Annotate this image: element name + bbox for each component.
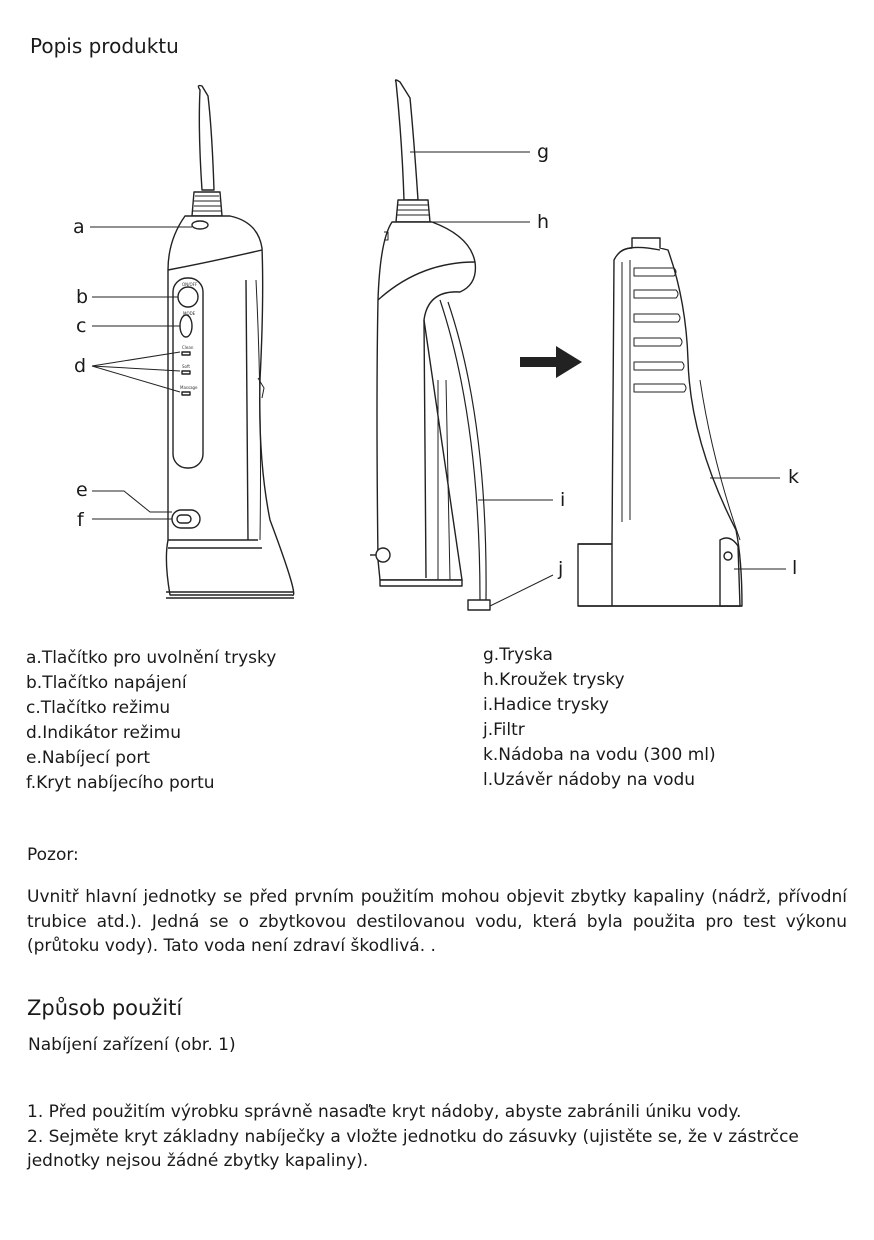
product-diagram (0, 70, 874, 630)
product-illustration (0, 70, 874, 630)
label-c: c (76, 315, 87, 337)
label-f: f (77, 509, 84, 531)
parts-list-left (26, 646, 276, 796)
step-1: 1. Před použitím výrobku správně nasaďte kryt nádoby, abyste zabránili úniku vody. (27, 1102, 742, 1122)
arrow-icon (520, 346, 582, 378)
front-view-device (166, 86, 294, 599)
label-k: k (788, 466, 800, 488)
part-item: b.Tlačítko napájení (26, 673, 187, 693)
mode-button-text: MODE (183, 311, 196, 316)
usage-steps (27, 1100, 857, 1174)
page-title: Popis produktu (30, 34, 179, 58)
label-b: b (76, 286, 89, 308)
usage-title: Způsob použití (27, 996, 183, 1020)
label-g: g (537, 141, 550, 163)
label-e: e (76, 479, 88, 501)
label-l: l (792, 557, 798, 579)
part-item: l.Uzávěr nádoby na vodu (483, 770, 696, 790)
part-item: f.Kryt nabíjecího portu (26, 773, 215, 793)
soft-indicator-text: Soft (182, 364, 190, 369)
part-item: h.Kroužek trysky (483, 670, 625, 690)
charging-subtitle: Nabíjení zařízení (obr. 1) (28, 1035, 236, 1055)
part-item: i.Hadice trysky (483, 695, 609, 715)
power-button-text: ON/OFF (182, 282, 198, 287)
label-j: j (558, 558, 564, 580)
label-a: a (73, 216, 85, 238)
clean-indicator-text: Clean (182, 345, 194, 350)
part-item: g.Tryska (483, 645, 553, 665)
label-h: h (537, 211, 550, 233)
label-i: i (560, 489, 566, 511)
warning-text: Uvnitř hlavní jednotky se před prvním použitím mohou objevit zbytky kapaliny (nádrž, přívodní trubice atd.). Jedná se o zbytkovou destilovanou vodu, která byla použita pro test výkonu (průtoku vody). Tato voda není zdraví škodlivá. . (27, 887, 847, 956)
warning-heading: Pozor: (27, 845, 79, 865)
part-item: a.Tlačítko pro uvolnění trysky (26, 648, 277, 668)
part-item: d.Indikátor režimu (26, 723, 181, 743)
side-view-device (370, 80, 490, 610)
massage-indicator-text: Massage (180, 385, 198, 390)
part-item: e.Nabíjecí port (26, 748, 151, 768)
step-2: 2. Sejměte kryt základny nabíječky a vložte jednotku do zásuvky (ujistěte se, že v zástrčce jednotky nejsou žádné zbytky kapaliny). (27, 1126, 799, 1171)
label-d: d (74, 355, 87, 377)
water-tank (578, 238, 742, 606)
parts-list-right (483, 643, 716, 793)
part-item: c.Tlačítko režimu (26, 698, 171, 718)
part-item: j.Filtr (483, 720, 525, 740)
part-item: k.Nádoba na vodu (300 ml) (483, 745, 716, 765)
